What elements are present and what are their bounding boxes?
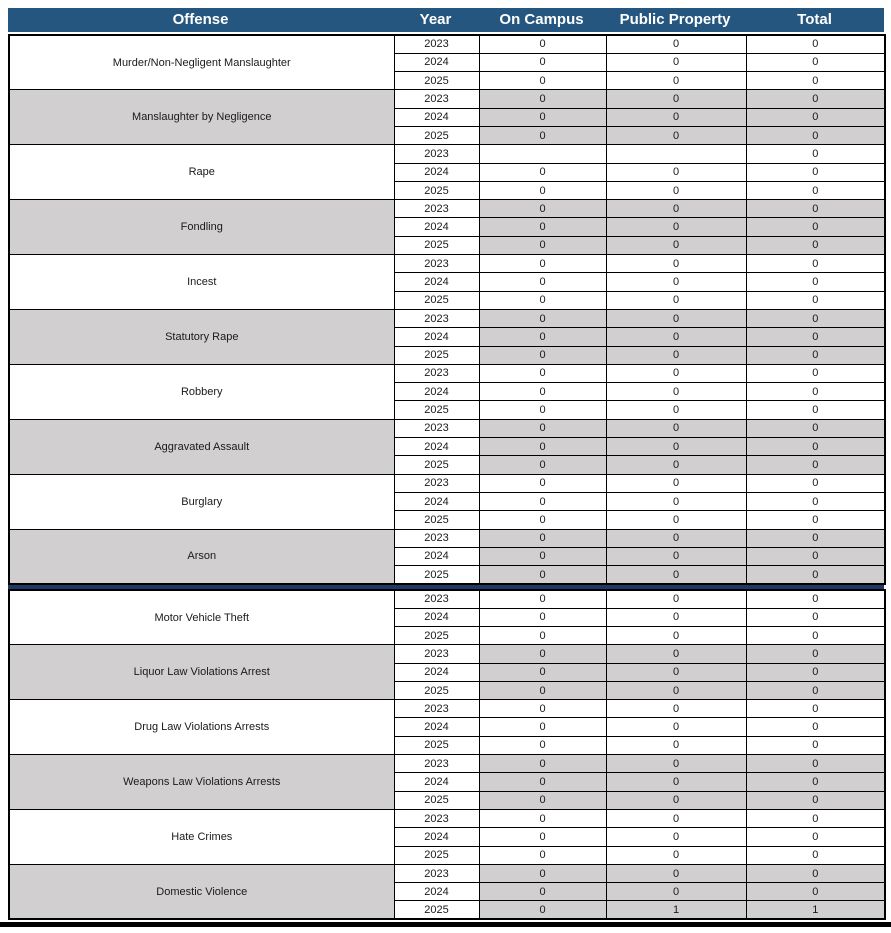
year-cell: 2023: [394, 864, 479, 882]
offense-cell: Incest: [9, 255, 394, 310]
total-cell: 0: [746, 627, 885, 645]
total-cell: 0: [746, 700, 885, 718]
total-cell: 0: [746, 346, 885, 364]
year-cell: 2025: [394, 681, 479, 699]
public-property-cell: 0: [606, 864, 746, 882]
crime-table-block-1: [8, 34, 886, 585]
public-property-cell: 0: [606, 492, 746, 510]
public-property-cell: 0: [606, 791, 746, 809]
year-cell: 2024: [394, 492, 479, 510]
on-campus-cell: 0: [479, 309, 606, 327]
year-cell: 2024: [394, 663, 479, 681]
total-cell: 0: [746, 718, 885, 736]
total-cell: 0: [746, 126, 885, 144]
offense-cell: Murder/Non-Negligent Manslaughter: [9, 35, 394, 90]
year-cell: 2023: [394, 474, 479, 492]
on-campus-cell: 0: [479, 492, 606, 510]
total-cell: 0: [746, 456, 885, 474]
on-campus-cell: 0: [479, 681, 606, 699]
on-campus-cell: 0: [479, 200, 606, 218]
table-row: [9, 255, 885, 273]
on-campus-cell: 0: [479, 755, 606, 773]
public-property-cell: 0: [606, 883, 746, 901]
year-cell: 2024: [394, 883, 479, 901]
offense-cell: Aggravated Assault: [9, 419, 394, 474]
offense-cell: Statutory Rape: [9, 309, 394, 364]
public-property-cell: 0: [606, 273, 746, 291]
on-campus-cell: 0: [479, 511, 606, 529]
on-campus-cell: 0: [479, 72, 606, 90]
on-campus-cell: 0: [479, 901, 606, 919]
total-cell: 0: [746, 90, 885, 108]
total-cell: 0: [746, 383, 885, 401]
public-property-cell: 0: [606, 736, 746, 754]
on-campus-cell: 0: [479, 108, 606, 126]
public-property-cell: 0: [606, 438, 746, 456]
public-property-cell: 0: [606, 846, 746, 864]
on-campus-cell: 0: [479, 438, 606, 456]
on-campus-cell: 0: [479, 401, 606, 419]
public-property-cell: 0: [606, 364, 746, 382]
total-cell: 0: [746, 809, 885, 827]
public-property-cell: 0: [606, 419, 746, 437]
total-cell: 0: [746, 828, 885, 846]
year-cell: 2024: [394, 438, 479, 456]
table-row: [9, 474, 885, 492]
total-cell: 1: [746, 901, 885, 919]
column-header-on-campus: On Campus: [499, 11, 584, 28]
offense-cell: Motor Vehicle Theft: [9, 590, 394, 645]
year-cell: 2025: [394, 456, 479, 474]
offense-cell: Manslaughter by Negligence: [9, 90, 394, 145]
public-property-cell: 0: [606, 529, 746, 547]
year-cell: 2024: [394, 108, 479, 126]
public-property-cell: 0: [606, 346, 746, 364]
public-property-cell: 0: [606, 255, 746, 273]
total-cell: 0: [746, 181, 885, 199]
year-cell: 2025: [394, 291, 479, 309]
total-cell: 0: [746, 846, 885, 864]
public-property-cell: 0: [606, 608, 746, 626]
on-campus-cell: 0: [479, 809, 606, 827]
total-cell: 0: [746, 291, 885, 309]
total-cell: 0: [746, 438, 885, 456]
on-campus-cell: 0: [479, 456, 606, 474]
offense-cell: Domestic Violence: [9, 864, 394, 919]
year-cell: 2023: [394, 645, 479, 663]
total-cell: 0: [746, 681, 885, 699]
offense-cell: Arson: [9, 529, 394, 584]
year-cell: 2025: [394, 566, 479, 584]
year-cell: 2025: [394, 72, 479, 90]
on-campus-cell: 0: [479, 53, 606, 71]
public-property-cell: 0: [606, 590, 746, 608]
total-cell: 0: [746, 529, 885, 547]
total-cell: 0: [746, 864, 885, 882]
total-cell: 0: [746, 511, 885, 529]
total-cell: 0: [746, 566, 885, 584]
table-row: [9, 590, 885, 608]
public-property-cell: 0: [606, 809, 746, 827]
year-cell: 2023: [394, 90, 479, 108]
year-cell: 2023: [394, 590, 479, 608]
year-cell: 2024: [394, 828, 479, 846]
public-property-cell: 0: [606, 828, 746, 846]
public-property-cell: 0: [606, 291, 746, 309]
public-property-cell: 0: [606, 309, 746, 327]
total-cell: 0: [746, 663, 885, 681]
year-cell: 2025: [394, 511, 479, 529]
table-row: [9, 645, 885, 663]
on-campus-cell: [479, 145, 606, 163]
public-property-cell: 0: [606, 126, 746, 144]
on-campus-cell: 0: [479, 590, 606, 608]
offense-cell: Fondling: [9, 200, 394, 255]
total-cell: 0: [746, 474, 885, 492]
year-cell: 2025: [394, 846, 479, 864]
on-campus-cell: 0: [479, 35, 606, 53]
total-cell: 0: [746, 645, 885, 663]
on-campus-cell: 0: [479, 566, 606, 584]
year-cell: 2023: [394, 200, 479, 218]
public-property-cell: 0: [606, 163, 746, 181]
year-cell: 2025: [394, 901, 479, 919]
year-cell: 2023: [394, 35, 479, 53]
on-campus-cell: 0: [479, 273, 606, 291]
public-property-cell: 0: [606, 663, 746, 681]
year-cell: 2023: [394, 700, 479, 718]
total-cell: 0: [746, 273, 885, 291]
year-cell: 2023: [394, 364, 479, 382]
year-cell: 2024: [394, 218, 479, 236]
table-row: [9, 309, 885, 327]
year-cell: 2023: [394, 809, 479, 827]
table-row: [9, 419, 885, 437]
on-campus-cell: 0: [479, 90, 606, 108]
year-cell: 2024: [394, 773, 479, 791]
public-property-cell: 0: [606, 181, 746, 199]
on-campus-cell: 0: [479, 846, 606, 864]
public-property-cell: 0: [606, 218, 746, 236]
table-row: [9, 364, 885, 382]
on-campus-cell: 0: [479, 474, 606, 492]
on-campus-cell: 0: [479, 291, 606, 309]
year-cell: 2025: [394, 346, 479, 364]
year-cell: 2025: [394, 791, 479, 809]
year-cell: 2023: [394, 309, 479, 327]
table-header-row: [8, 8, 884, 32]
table-row: [9, 90, 885, 108]
public-property-cell: 0: [606, 547, 746, 565]
year-cell: 2024: [394, 608, 479, 626]
public-property-cell: 0: [606, 773, 746, 791]
year-cell: 2023: [394, 529, 479, 547]
public-property-cell: 0: [606, 700, 746, 718]
offense-cell: Hate Crimes: [9, 809, 394, 864]
public-property-cell: 0: [606, 511, 746, 529]
total-cell: 0: [746, 755, 885, 773]
public-property-cell: 0: [606, 456, 746, 474]
year-cell: 2024: [394, 718, 479, 736]
offense-cell: Weapons Law Violations Arrests: [9, 755, 394, 810]
on-campus-cell: 0: [479, 529, 606, 547]
table-row: [9, 145, 885, 163]
public-property-cell: [606, 145, 746, 163]
offense-cell: Robbery: [9, 364, 394, 419]
year-cell: 2025: [394, 181, 479, 199]
public-property-cell: 0: [606, 236, 746, 254]
on-campus-cell: 0: [479, 218, 606, 236]
column-header-offense: Offense: [172, 11, 229, 28]
year-cell: 2024: [394, 328, 479, 346]
column-header-total: Total: [797, 11, 832, 28]
page-bottom-rule: [0, 922, 891, 927]
total-cell: 0: [746, 791, 885, 809]
offense-cell: Burglary: [9, 474, 394, 529]
total-cell: 0: [746, 255, 885, 273]
total-cell: 0: [746, 364, 885, 382]
total-cell: 0: [746, 590, 885, 608]
year-cell: 2023: [394, 755, 479, 773]
total-cell: 0: [746, 419, 885, 437]
on-campus-cell: 0: [479, 126, 606, 144]
total-cell: 0: [746, 35, 885, 53]
on-campus-cell: 0: [479, 883, 606, 901]
offense-cell: Liquor Law Violations Arrest: [9, 645, 394, 700]
on-campus-cell: 0: [479, 419, 606, 437]
public-property-cell: 0: [606, 72, 746, 90]
public-property-cell: 0: [606, 401, 746, 419]
public-property-cell: 0: [606, 383, 746, 401]
total-cell: 0: [746, 883, 885, 901]
total-cell: 0: [746, 328, 885, 346]
on-campus-cell: 0: [479, 346, 606, 364]
public-property-cell: 0: [606, 53, 746, 71]
on-campus-cell: 0: [479, 236, 606, 254]
year-cell: 2024: [394, 383, 479, 401]
on-campus-cell: 0: [479, 828, 606, 846]
total-cell: 0: [746, 200, 885, 218]
public-property-cell: 0: [606, 627, 746, 645]
table-row: [9, 529, 885, 547]
year-cell: 2025: [394, 236, 479, 254]
year-cell: 2025: [394, 126, 479, 144]
year-cell: 2024: [394, 53, 479, 71]
total-cell: 0: [746, 108, 885, 126]
on-campus-cell: 0: [479, 627, 606, 645]
total-cell: 0: [746, 492, 885, 510]
public-property-cell: 0: [606, 328, 746, 346]
on-campus-cell: 0: [479, 700, 606, 718]
public-property-cell: 0: [606, 681, 746, 699]
table-row: [9, 809, 885, 827]
column-header-public-property: Public Property: [619, 11, 731, 28]
year-cell: 2024: [394, 547, 479, 565]
on-campus-cell: 0: [479, 773, 606, 791]
year-cell: 2025: [394, 627, 479, 645]
year-cell: 2024: [394, 163, 479, 181]
offense-cell: Drug Law Violations Arrests: [9, 700, 394, 755]
crime-table-block-2: [8, 589, 886, 920]
on-campus-cell: 0: [479, 663, 606, 681]
on-campus-cell: 0: [479, 364, 606, 382]
year-cell: 2024: [394, 273, 479, 291]
table-row: [9, 200, 885, 218]
public-property-cell: 0: [606, 108, 746, 126]
year-cell: 2023: [394, 419, 479, 437]
total-cell: 0: [746, 218, 885, 236]
column-header-year: Year: [419, 11, 452, 28]
table-row: [9, 700, 885, 718]
year-cell: 2023: [394, 255, 479, 273]
total-cell: 0: [746, 773, 885, 791]
total-cell: 0: [746, 53, 885, 71]
on-campus-cell: 0: [479, 645, 606, 663]
total-cell: 0: [746, 608, 885, 626]
on-campus-cell: 0: [479, 181, 606, 199]
year-cell: 2023: [394, 145, 479, 163]
offense-cell: Rape: [9, 145, 394, 200]
on-campus-cell: 0: [479, 547, 606, 565]
public-property-cell: 0: [606, 645, 746, 663]
public-property-cell: 1: [606, 901, 746, 919]
on-campus-cell: 0: [479, 328, 606, 346]
total-cell: 0: [746, 163, 885, 181]
year-cell: 2025: [394, 736, 479, 754]
on-campus-cell: 0: [479, 864, 606, 882]
table-row: [9, 35, 885, 53]
on-campus-cell: 0: [479, 791, 606, 809]
on-campus-cell: 0: [479, 718, 606, 736]
total-cell: 0: [746, 145, 885, 163]
on-campus-cell: 0: [479, 383, 606, 401]
total-cell: 0: [746, 401, 885, 419]
public-property-cell: 0: [606, 755, 746, 773]
public-property-cell: 0: [606, 718, 746, 736]
total-cell: 0: [746, 236, 885, 254]
on-campus-cell: 0: [479, 736, 606, 754]
on-campus-cell: 0: [479, 163, 606, 181]
public-property-cell: 0: [606, 474, 746, 492]
public-property-cell: 0: [606, 200, 746, 218]
total-cell: 0: [746, 736, 885, 754]
total-cell: 0: [746, 547, 885, 565]
year-cell: 2025: [394, 401, 479, 419]
on-campus-cell: 0: [479, 255, 606, 273]
on-campus-cell: 0: [479, 608, 606, 626]
total-cell: 0: [746, 72, 885, 90]
public-property-cell: 0: [606, 35, 746, 53]
table-row: [9, 864, 885, 882]
table-row: [9, 755, 885, 773]
public-property-cell: 0: [606, 566, 746, 584]
total-cell: 0: [746, 309, 885, 327]
public-property-cell: 0: [606, 90, 746, 108]
